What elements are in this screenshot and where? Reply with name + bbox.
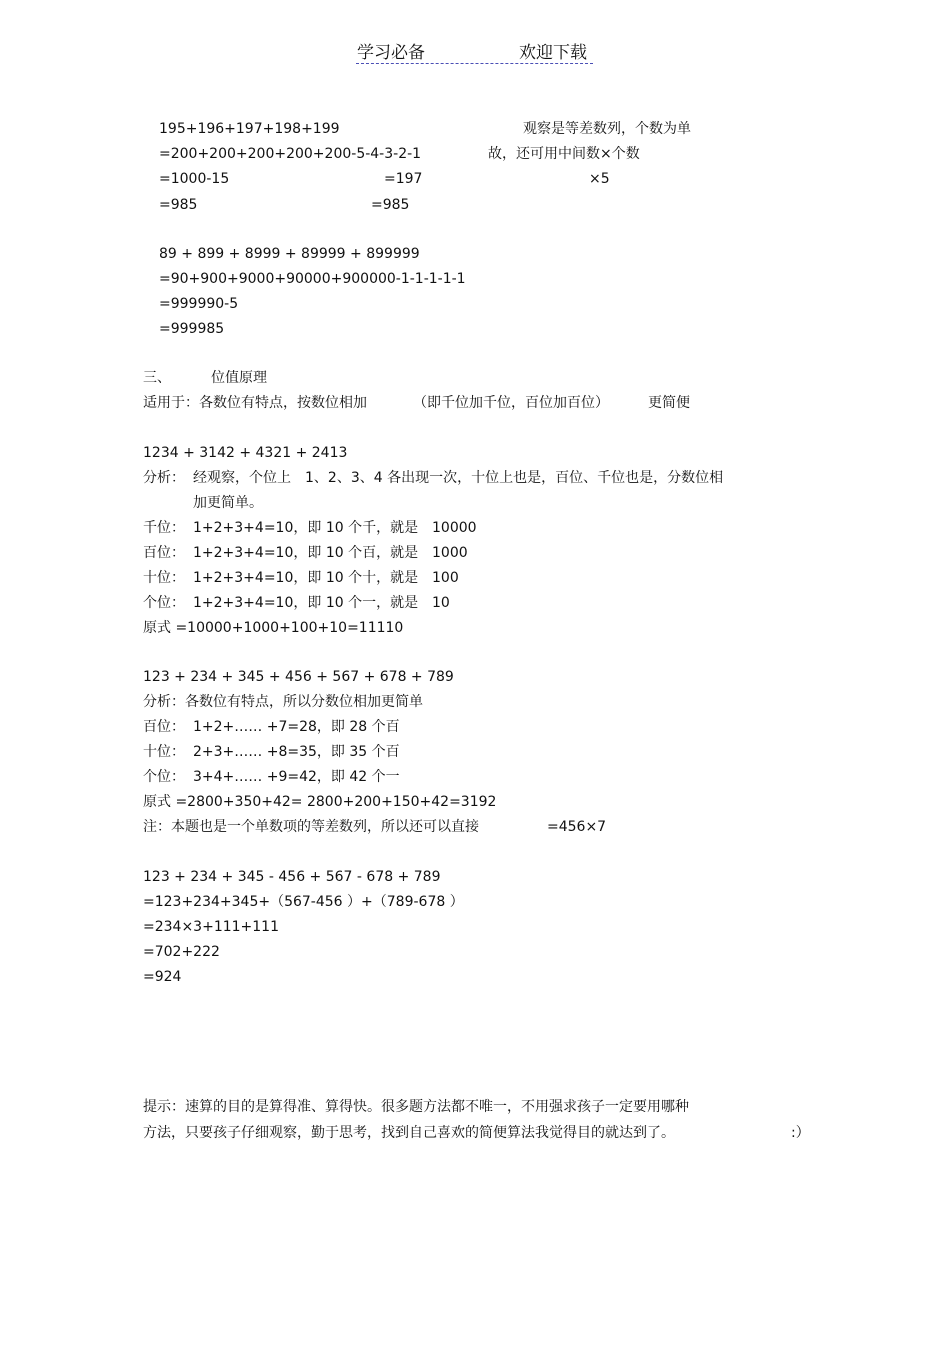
tip-line-2: 方法，只要孩子仔细观察，勤于思考，找到自己喜欢的简便算法我觉得目的就达到了。 xyxy=(143,1125,675,1141)
ex2-row-calc: 2+3+…… +8=35，即 35 个百 xyxy=(193,744,400,760)
sec1-note-2: 故，还可用中间数×个数 xyxy=(488,146,640,162)
header-right: 欢迎下载 xyxy=(519,43,587,63)
ex1-row-calc: 1+2+3+4=10，即 10 个百，就是 xyxy=(193,545,419,561)
ex2-row-calc: 1+2+…… +7=28，即 28 个百 xyxy=(193,719,400,735)
ex2-note: 注：本题也是一个单数项的等差数列，所以还可以直接 xyxy=(143,819,479,835)
ex1-analysis-1: 经观察，个位上 1、2、3、4 各出现一次，十位上也是，百位、千位也是，分数位相 xyxy=(193,470,724,486)
ex2-total: 原式 =2800+350+42= 2800+200+150+42=3192 xyxy=(143,794,497,810)
ex1-row-calc: 1+2+3+4=10，即 10 个千，就是 xyxy=(193,520,419,536)
sec2-line-1: 89 + 899 + 8999 + 89999 + 899999 xyxy=(159,246,420,262)
sec1-note-3: ×5 xyxy=(589,171,610,187)
ex3-line-2: =123+234+345+（567-456 ）+（789-678 ） xyxy=(143,894,464,910)
section-title: 位值原理 xyxy=(211,370,267,386)
tip-line-1: 提示：速算的目的是算得准、算得快。很多题方法都不唯一，不用强求孩子一定要用哪种 xyxy=(143,1099,689,1115)
sec1-note-1: 观察是等差数列，个数为单 xyxy=(523,121,691,137)
ex1-row-calc: 1+2+3+4=10，即 10 个十，就是 xyxy=(193,570,419,586)
sec1-alt-line-2: =985 xyxy=(371,197,410,213)
ex1-total: 原式 =10000+1000+100+10=11110 xyxy=(143,620,404,636)
sec2-line-3: =999990-5 xyxy=(159,296,239,312)
tip-smile: :） xyxy=(791,1125,810,1141)
sec2-line-2: =90+900+9000+90000+900000-1-1-1-1-1 xyxy=(159,271,466,287)
ex1-analysis-2: 加更简单。 xyxy=(193,495,263,511)
ex1-row-calc: 1+2+3+4=10，即 10 个一，就是 xyxy=(193,595,419,611)
sec1-line-4: =985 xyxy=(159,197,198,213)
apply-prefix: 适用于：各数位有特点，按数位相加 xyxy=(143,395,367,411)
ex2-row-label: 十位： xyxy=(143,744,185,760)
sec1-line-1: 195+196+197+198+199 xyxy=(159,121,340,137)
header-underline xyxy=(356,63,593,64)
sec1-alt-line-1: =197 xyxy=(384,171,423,187)
ex1-row-result: 10 xyxy=(432,595,450,611)
sec1-line-3: =1000-15 xyxy=(159,171,230,187)
ex2-row-label: 个位： xyxy=(143,769,185,785)
ex2-row-label: 百位： xyxy=(143,719,185,735)
ex2-expr: 123 + 234 + 345 + 456 + 567 + 678 + 789 xyxy=(143,669,454,685)
ex1-row-label: 个位： xyxy=(143,595,185,611)
ex3-line-3: =234×3+111+111 xyxy=(143,919,279,935)
header-left: 学习必备 xyxy=(357,43,425,63)
ex1-row-label: 千位： xyxy=(143,520,185,536)
ex1-row-result: 1000 xyxy=(432,545,468,561)
ex3-line-1: 123 + 234 + 345 - 456 + 567 - 678 + 789 xyxy=(143,869,441,885)
apply-paren: （即千位加千位，百位加百位） xyxy=(413,395,609,411)
section-number: 三、 xyxy=(143,370,171,386)
ex2-analysis: 分析：各数位有特点，所以分数位相加更简单 xyxy=(143,694,423,710)
ex3-line-5: =924 xyxy=(143,969,182,985)
ex2-note-eq: =456×7 xyxy=(547,819,607,835)
ex1-row-label: 百位： xyxy=(143,545,185,561)
ex1-row-result: 10000 xyxy=(432,520,477,536)
apply-suffix: 更简便 xyxy=(648,395,690,411)
ex2-row-calc: 3+4+…… +9=42，即 42 个一 xyxy=(193,769,400,785)
sec1-line-2: =200+200+200+200+200-5-4-3-2-1 xyxy=(159,146,422,162)
ex1-row-label: 十位： xyxy=(143,570,185,586)
ex1-expr: 1234 + 3142 + 4321 + 2413 xyxy=(143,445,348,461)
ex1-analysis-label: 分析： xyxy=(143,470,185,486)
sec2-line-4: =999985 xyxy=(159,321,225,337)
ex1-row-result: 100 xyxy=(432,570,459,586)
ex3-line-4: =702+222 xyxy=(143,944,220,960)
